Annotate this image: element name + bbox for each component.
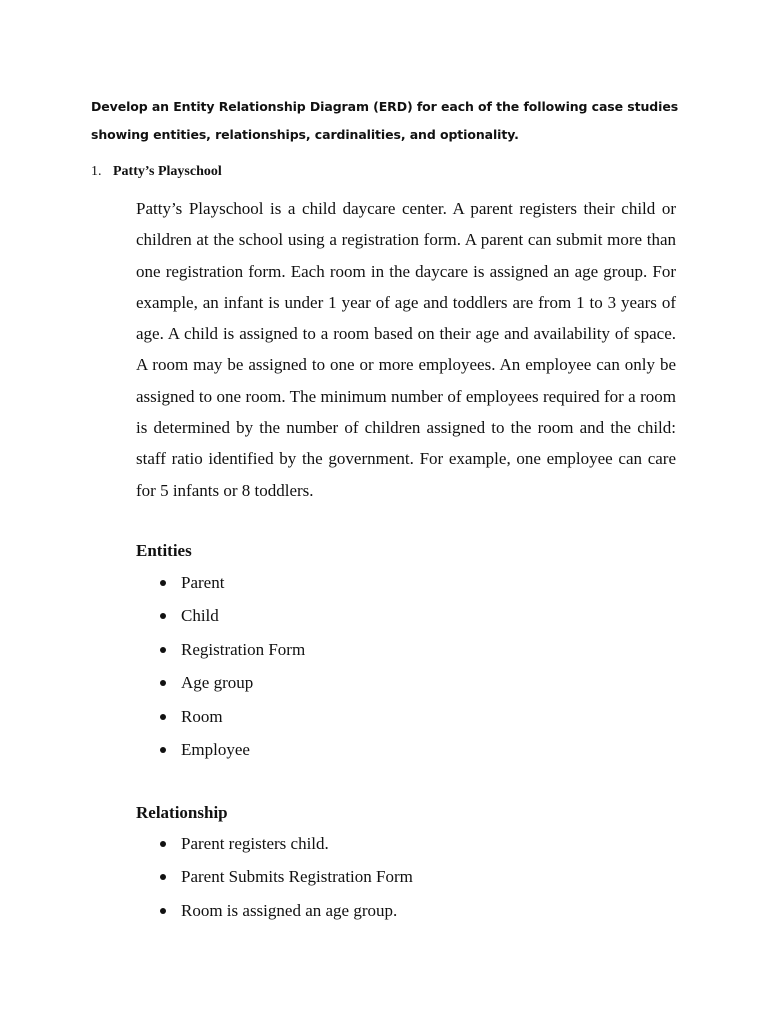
assignment-instructions xyxy=(91,93,711,149)
list-item xyxy=(160,639,305,672)
entity-registration-form: Registration Form xyxy=(181,639,306,659)
bullet-icon xyxy=(160,647,166,653)
bullet-icon xyxy=(160,613,166,619)
entity-room: Room xyxy=(181,706,223,726)
entity-employee: Employee xyxy=(181,739,250,759)
instructions-line-1: Develop an Entity Relationship Diagram (ERD) for each of the following case studies xyxy=(91,99,679,114)
entity-child: Child xyxy=(181,606,219,626)
relationship-heading: Relationship xyxy=(136,803,228,822)
bullet-icon xyxy=(160,580,166,586)
bullet-icon xyxy=(160,841,166,847)
entity-parent: Parent xyxy=(181,573,225,592)
list-item xyxy=(160,866,413,899)
list-item xyxy=(160,833,413,866)
list-item xyxy=(160,672,305,705)
list-item xyxy=(160,900,413,933)
bullet-icon xyxy=(160,908,166,914)
case-study-number: 1. xyxy=(91,164,102,179)
entity-age-group: Age group xyxy=(181,673,254,693)
list-item xyxy=(160,739,305,772)
bullet-icon xyxy=(160,714,166,720)
case-study-title: Patty’s Playschool xyxy=(113,164,222,179)
relationships-list xyxy=(160,833,413,933)
relationship-room-age-group: Room is assigned an age group. xyxy=(181,900,398,920)
list-item xyxy=(160,572,305,605)
case-study-paragraph: Patty’s Playschool is a child daycare center. A parent registers their child or children at the school using a registration form. A parent can submit more than one registration form. Each room in the daycare is assigned an age group. For example, an infant is under 1 year of age and toddlers are from 1 to 3 years of age. A child is assigned to a room based on their age and availability of space. A room may be assigned to one or more employees. An employee can only be assigned to one room. The minimum number of employees required for a room is determined by the number of children assigned to the room and the child: staff ratio identified by the government. For example, one employee can care for 5 infants or 8 toddlers. xyxy=(136,199,676,500)
bullet-icon xyxy=(160,874,166,880)
list-item xyxy=(160,605,305,638)
bullet-icon xyxy=(160,680,166,686)
instructions-line-2: showing entities, relationships, cardinalities, and optionality. xyxy=(91,127,519,142)
bullet-icon xyxy=(160,747,166,753)
list-item xyxy=(160,706,305,739)
entities-list xyxy=(160,572,305,772)
entities-heading: Entities xyxy=(136,541,192,560)
relationship-parent-submits-form: Parent Submits Registration Form xyxy=(181,867,413,887)
case-study-heading xyxy=(91,162,222,182)
relationship-parent-registers-child: Parent registers child. xyxy=(181,834,329,853)
